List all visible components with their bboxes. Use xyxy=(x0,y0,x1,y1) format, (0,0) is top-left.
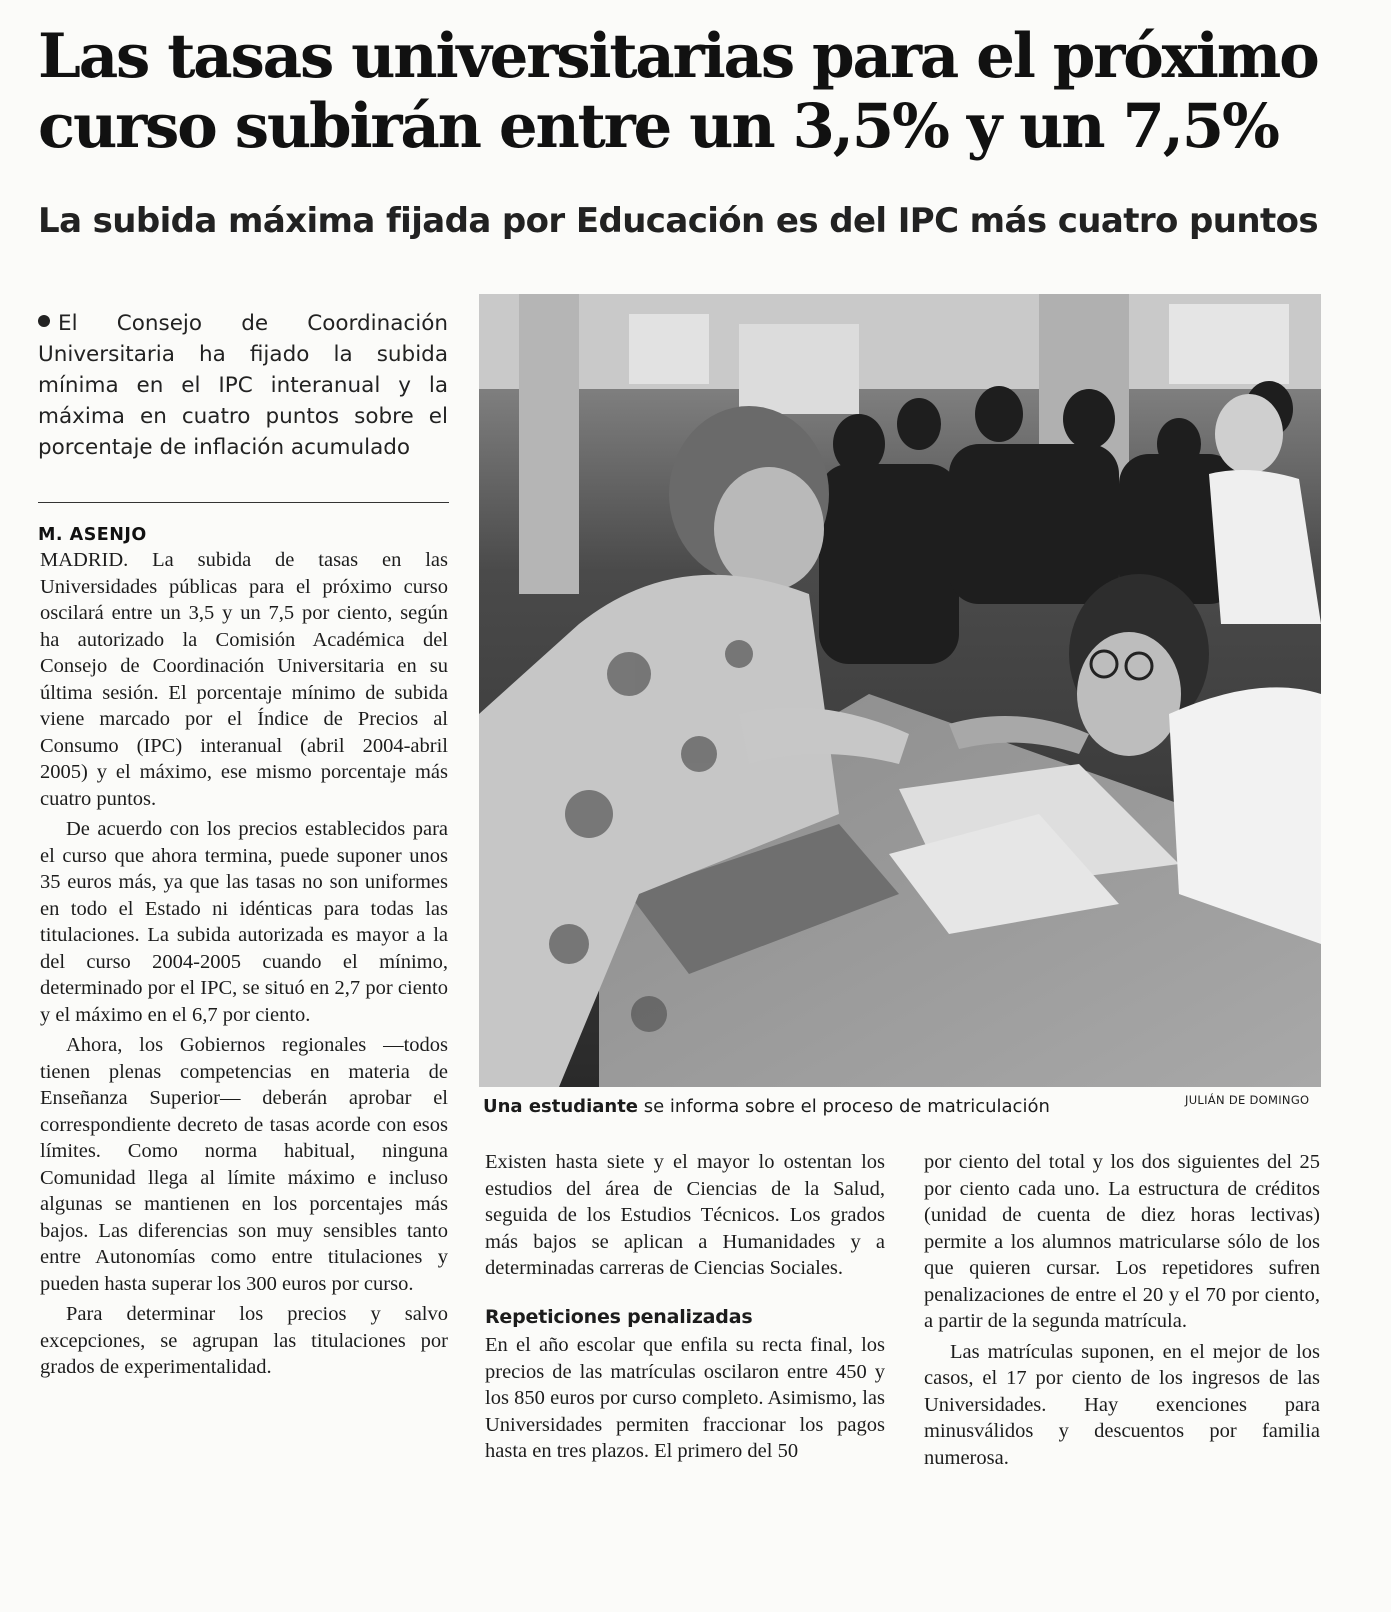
paragraph: De acuerdo con los precios establecidos para el curso que ahora termina, puede suponer unos 35 euros más, ya que las tasas no son uniformes en todo el Estado ni idénticas para todas las titulaciones. La subida autorizada es mayor a la del curso 2004-2005 cuando el mínimo, determinado por el IPC, se situó en 2,7 por ciento y el máximo en el 6,7 por ciento. xyxy=(40,818,448,1026)
paragraph: Existen hasta siete y el mayor lo ostentan los estudios del área de Ciencias de la Salud, seguida de los Estudios Técnicos. Los grados más bajos se aplican a Humanidades y a determinadas carreras de Ciencias Sociales. xyxy=(485,1151,885,1279)
paragraph: En el año escolar que enfila su recta final, los precios de las matrículas oscilaron entre 450 y los 850 euros por curso completo. Asimismo, las Universidades permiten fraccionar los pagos hasta en tres plazos. El primero del 50 xyxy=(485,1334,885,1462)
photo-caption xyxy=(483,1096,1183,1117)
photo-illustration xyxy=(479,294,1321,1087)
article-column-1 xyxy=(40,547,448,1381)
paragraph: Las matrículas suponen, en el mejor de los casos, el 17 por ciento de los ingresos de las Universidades. Hay exenciones para minusválidos y descuentos por familia numerosa. xyxy=(924,1340,1320,1469)
headline-line-2: curso subirán entre un 3,5% y un 7,5% xyxy=(38,91,1278,162)
subheadline: La subida máxima fijada por Educación es del IPC más cuatro puntos xyxy=(38,201,1319,241)
paragraph: por ciento del total y los dos siguientes del 25 por ciento cada uno. La estructura de créditos (unidad de cuenta de diez horas lectivas) permite a los alumnos matricularse sólo de los que quieren cursar. Los repetidores sufren penalizaciones de entre el 20 y el 70 por ciento, a partir de la segunda matrícula. xyxy=(924,1151,1320,1332)
bullet-icon xyxy=(38,315,50,327)
article-column-3 xyxy=(924,1149,1320,1471)
lead-text: El Consejo de Coordinación Universitaria ha fijado la subida mínima en el IPC interanual y la máxima en cuatro puntos sobre el porcentaje de inflación acumulado xyxy=(38,311,448,460)
byline: M. ASENJO xyxy=(38,525,147,545)
article-column-2 xyxy=(485,1149,885,1465)
lead-summary xyxy=(38,308,448,463)
paragraph: MADRID. La subida de tasas en las Universidades públicas para el próximo curso oscilará entre un 3,5 y un 7,5 por ciento, según ha autorizado la Comisión Académica del Consejo de Coordinación Universitaria en su última sesión. El porcentaje mínimo de subida viene marcado por el Índice de Precios al Consumo (IPC) interanual (abril 2004-abril 2005) y el máximo, ese mismo porcentaje más cuatro puntos. xyxy=(40,549,448,810)
headline-line-1: Las tasas universitarias para el próximo xyxy=(38,21,1318,92)
photo-credit: JULIÁN DE DOMINGO xyxy=(1185,1093,1310,1107)
paragraph: Para determinar los precios y salvo excepciones, se agrupan las titulaciones por grados de experimentalidad. xyxy=(40,1303,448,1378)
headline xyxy=(38,22,1358,162)
caption-text: se informa sobre el proceso de matriculación xyxy=(638,1096,1050,1117)
section-heading: Repeticiones penalizadas xyxy=(485,1305,753,1328)
news-photo xyxy=(479,294,1321,1087)
caption-bold: Una estudiante xyxy=(483,1096,639,1117)
dateline-city: MADRID. xyxy=(40,549,129,571)
paragraph: Ahora, los Gobiernos regionales —todos tienen plenas competencias en materia de Enseñanza Superior— deberán aprobar el correspondiente decreto de tasas acorde con esos límites. Como norma habitual, ninguna Comunidad llega al límite máximo e incluso algunas se mantienen en los porcentajes más bajos. Las diferencias son muy sensibles tanto entre Autonomías como entre titulaciones y pueden hasta superar los 300 euros por curso. xyxy=(40,1034,448,1295)
lead-divider xyxy=(38,502,449,503)
